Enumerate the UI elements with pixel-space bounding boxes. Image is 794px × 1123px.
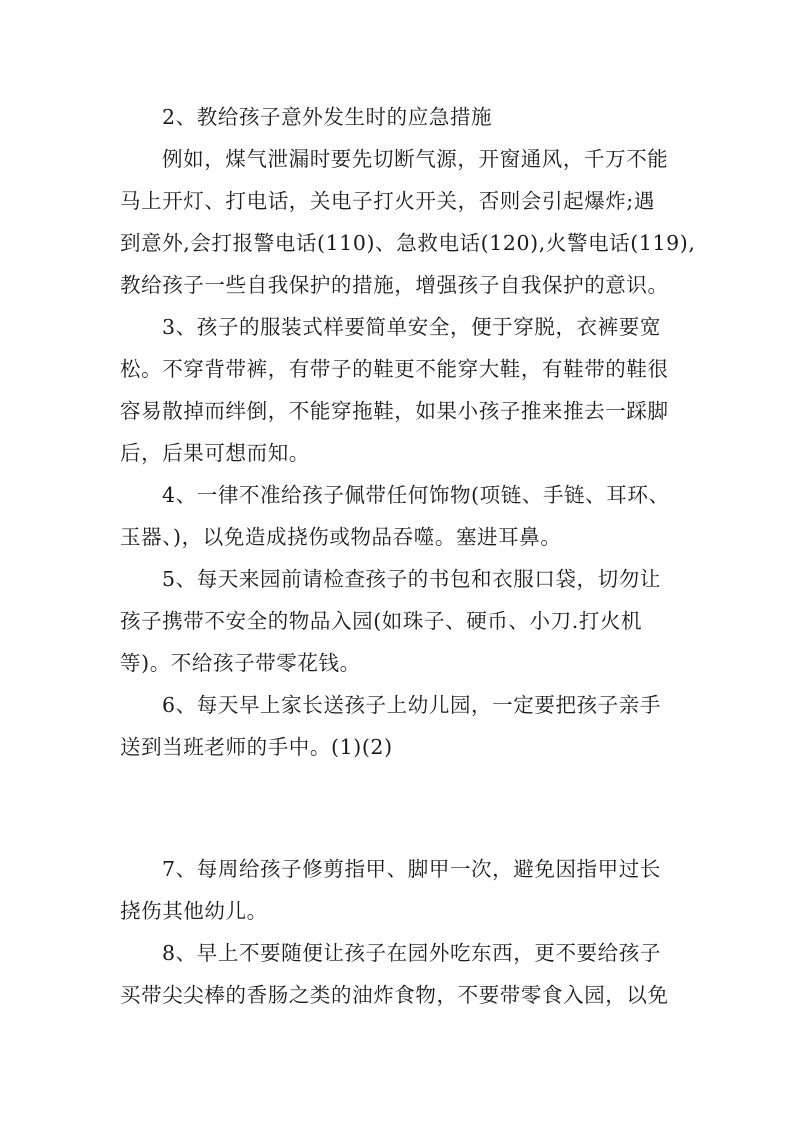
paragraph-5-line: 5、每天来园前请检查孩子的书包和衣服口袋，切勿让 [162,567,661,591]
paragraph-6-line: 6、每天早上家长送孩子上幼儿园，一定要把孩子亲手 [162,693,661,717]
paragraph-3-line: 容易散掉而绊倒，不能穿拖鞋，如果小孩子推来推去一踩脚 [120,399,669,423]
paragraph-3-line: 松。不穿背带裤，有带子的鞋更不能穿大鞋，有鞋带的鞋很 [120,357,669,381]
paragraph-7-line: 7、每周给孩子修剪指甲、脚甲一次，避免因指甲过长 [162,857,661,881]
paragraph-8-line: 买带尖尖棒的香肠之类的油炸食物，不要带零食入园，以免 [120,983,669,1007]
paragraph-2-line: 教给孩子一些自我保护的措施，增强孩子自我保护的意识。 [120,273,669,297]
paragraph-8-line: 8、早上不要随便让孩子在园外吃东西，更不要给孩子 [162,941,661,965]
paragraph-3-line: 后，后果可想而知。 [120,441,310,465]
paragraph-5-line: 等)。不给孩子带零花钱。 [120,651,361,675]
paragraph-7-line: 挠伤其他幼儿。 [120,899,268,923]
paragraph-5-line: 孩子携带不安全的物品入园(如珠子、硬币、小刀.打火机 [120,609,643,633]
paragraph-3-line: 3、孩子的服装式样要简单安全，便于穿脱，衣裤要宽 [162,315,661,339]
paragraph-2-line: 例如，煤气泄漏时要先切断气源，开窗通风，千万不能 [162,147,669,171]
paragraph-4-line: 玉器、)，以免造成挠伤或物品吞噬。塞进耳鼻。 [120,525,562,549]
paragraph-2-heading: 2、教给孩子意外发生时的应急措施 [162,105,493,129]
paragraph-4-line: 4、一律不准给孩子佩带任何饰物(项链、手链、耳环、 [162,483,670,507]
paragraph-6-line: 送到当班老师的手中。(1)(2) [120,735,393,759]
paragraph-2-line: 马上开灯、打电话，关电子打火开关，否则会引起爆炸;遇 [120,189,656,213]
paragraph-2-line: 到意外,会打报警电话(110)、急救电话(120),火警电话(119), [120,231,696,255]
